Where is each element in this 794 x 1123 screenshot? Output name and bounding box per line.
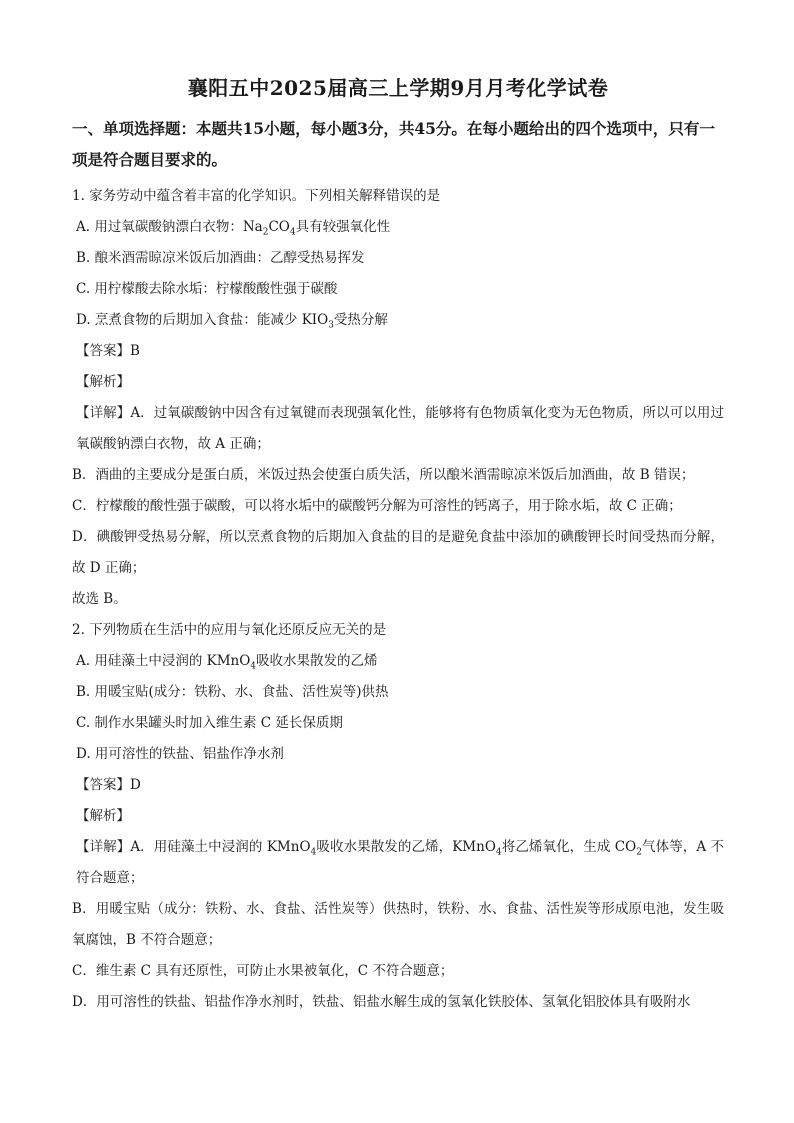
question-1-detail-a: 【详解】A．过氧碳酸钠中因含有过氧键而表现强氧化性，能够将有色物质氧化变为无色物质，所以可以用过氧碳酸钠漂白衣物，故 A 正确；: [76, 405, 724, 452]
question-1-detail-d: D．碘酸钾受热易分解，所以烹煮食物的后期加入食盐的目的是避免食盐中添加的碘酸钾长时间受热而分解，故 D 正确；: [72, 529, 724, 576]
question-1: [72, 181, 724, 615]
question-2-analysis-label: 【解析】: [76, 808, 130, 824]
question-1-option-a: A. 用过氧碳酸钠漂白衣物：$Na_2CO_4$具有较强氧化性: [76, 219, 391, 238]
question-1-stem: 1. 家务劳动中蕴含着丰富的化学知识。下列相关解释错误的是: [72, 188, 441, 204]
question-1-analysis-label: 【解析】: [76, 374, 130, 390]
question-1-answer: 【答案】B: [76, 343, 140, 359]
question-2-option-d: D. 用可溶性的铁盐、铝盐作净水剂: [76, 746, 284, 762]
question-2-detail-a: 【详解】A．用硅藻土中浸润的 KMnO$_4$吸收水果散发的乙烯，KMnO$_4$将乙烯氧化，生成 $CO_2$气体等，A 不符合题意；: [76, 839, 725, 886]
section-heading: 一、单项选择题：本题共15小题，每小题3分，共45分。在每小题给出的四个选项中，只有一项是符合题目要求的。: [72, 119, 715, 169]
question-1-detail-c: C．柠檬酸的酸性强于碳酸，可以将水垢中的碳酸钙分解为可溶性的钙离子，用于除水垢，故 C 正确；: [72, 498, 682, 514]
question-2-option-a: A. 用硅藻土中浸润的 KMnO$_4$吸收水果散发的乙烯: [76, 653, 378, 672]
question-2-option-c: C. 制作水果罐头时加入维生素 C 延长保质期: [76, 715, 343, 731]
question-2-stem: 2. 下列物质在生活中的应用与氧化还原反应无关的是: [72, 622, 387, 638]
question-2: [72, 615, 724, 1018]
page-title: 襄阳五中2025届高三上学期9月月考化学试卷: [187, 76, 609, 100]
question-2-option-b: B. 用暖宝贴(成分：铁粉、水、食盐、活性炭等)供热: [76, 684, 389, 700]
question-2-detail-c: C．维生素 C 具有还原性，可防止水果被氧化，C 不符合题意；: [72, 963, 454, 979]
question-2-answer: 【答案】D: [76, 777, 141, 793]
question-1-conclusion: 故选 B。: [72, 591, 127, 607]
question-1-option-c: C. 用柠檬酸去除水垢：柠檬酸酸性强于碳酸: [76, 281, 338, 297]
question-1-option-d: D. 烹煮食物的后期加入食盐：能减少 $KIO_3$受热分解: [76, 312, 388, 331]
question-2-detail-d: D．用可溶性的铁盐、铝盐作净水剂时，铁盐、铝盐水解生成的氢氧化铁胶体、氢氧化铝胶体具有吸附水: [72, 994, 691, 1010]
question-1-option-b: B. 酿米酒需晾凉米饭后加酒曲：乙醇受热易挥发: [76, 250, 365, 266]
question-2-detail-b: B．用暖宝贴（成分：铁粉、水、食盐、活性炭等）供热时，铁粉、水、食盐、活性炭等形成原电池，发生吸氧腐蚀，B 不符合题意；: [72, 901, 724, 948]
question-1-detail-b: B．酒曲的主要成分是蛋白质，米饭过热会使蛋白质失活，所以酿米酒需晾凉米饭后加酒曲，故 B 错误；: [72, 467, 695, 483]
